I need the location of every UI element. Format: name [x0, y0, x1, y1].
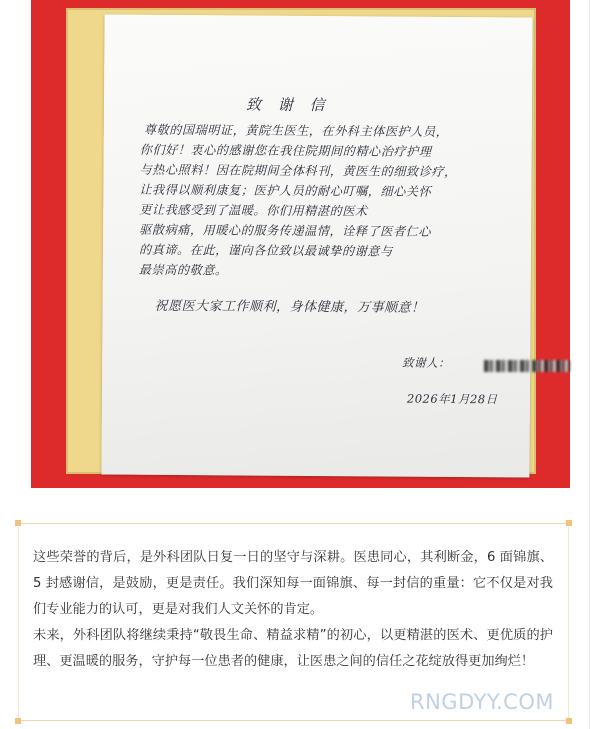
handwritten-letter [101, 15, 532, 478]
letter-line: 最崇高的敬意。 [138, 262, 228, 278]
letter-line: 驱散病痛，用暖心的服务传递温情，诠释了医者仁心 [139, 222, 431, 239]
letter-date: 2026年1月28日 [406, 391, 498, 407]
letter-line: 尊敬的国瑞明证，黄院生医生，在外科主体医护人员， [143, 122, 449, 139]
letter-wish: 祝愿医大家工作顺利，身体健康，万事顺意！ [154, 298, 425, 316]
page-edge-divider [589, 0, 590, 729]
article-paragraph: 这些荣誉的背后，是外科团队日复一日的坚守与深耕。医患同心，其利断金，6 面锦旗、5 封感谢信，是鼓励，更是责任。我们深知每一面锦旗、每一封信的重量：它不仅是对我们专业能力的认可，更是对我们人文关怀的肯定。 [33, 550, 553, 617]
letter-signer-label: 致谢人： [402, 355, 451, 370]
thank-you-letter-photo [31, 0, 570, 488]
site-watermark: RNGDYY.COM [410, 690, 554, 714]
corner-ornament [15, 520, 21, 526]
corner-ornament [566, 718, 572, 724]
letter-line: 你们好！衷心的感谢您在我住院期间的精心治疗护理 [139, 142, 432, 159]
photo-mat [66, 8, 536, 474]
corner-ornament [15, 718, 21, 724]
letter-line: 更让我感受到了温暖。你们用精湛的医术 [139, 202, 368, 219]
article-paragraph: 未来，外科团队将继续秉持“敬畏生命、精益求精”的初心，以更精湛的医术、更优质的护理、更温暖的服务，守护每一位患者的健康，让医患之间的信任之花绽放得更加绚烂！ [33, 628, 553, 669]
corner-ornament [566, 520, 572, 526]
letter-line: 让我得以顺利康复；医护人员的耐心叮嘱，细心关怀 [139, 182, 432, 199]
redacted-signer-name [484, 360, 570, 372]
letter-title: 致 谢 信 [245, 95, 331, 115]
letter-line: 的真谛。在此，谨向各位致以最诚挚的谢意与 [138, 242, 393, 259]
letter-line: 与热心照料！因在院期间全体科刊，黄医生的细致诊疗， [139, 162, 457, 179]
